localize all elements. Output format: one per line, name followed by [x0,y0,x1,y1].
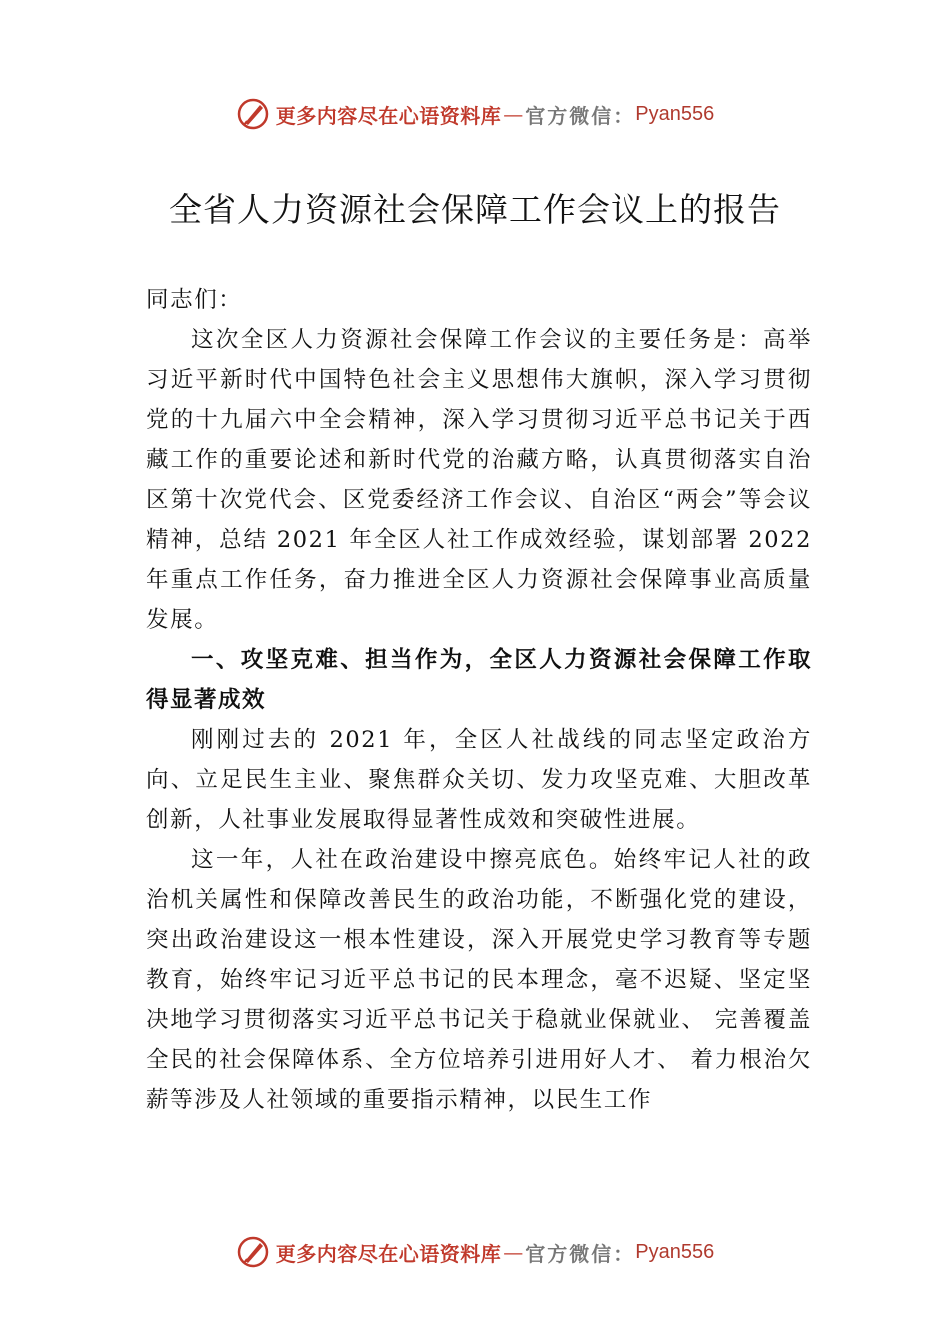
banner-wechat-label: 官方微信： [525,1241,636,1266]
header-banner [0,94,950,134]
section-heading: 一、攻坚克难、担当作为，全区人力资源社会保障工作取得显著成效 [146,647,812,713]
banner-dash: — [503,102,524,126]
document-body [146,280,812,1120]
banner-dash: — [503,1240,524,1264]
paragraph-intro: 这次全区人力资源社会保障工作会议的主要任务是：高举习近平新时代中国特色社会主义思想伟大旗帜，深入学习贯彻党的十九届六中全会精神，深入学习贯彻习近平总书记关于西藏工作的重要论述和新时代党的治藏方略，认真贯彻落实自治区第十次党代会、区党委经济工作会议、自治区“两会”等会议精神，总结 2021 年全区人社工作成效经验，谋划部署 2022 年重点工作任务，奋力推进全区人力资源社会保障事业高质量发展。 [146,327,812,633]
salutation: 同志们： [146,287,243,313]
banner-site-text: 更多内容尽在心语资料库 [275,1241,502,1266]
quill-logo-icon [236,97,270,131]
document-title: 全省人力资源社会保障工作会议上的报告 [169,190,781,229]
banner-wechat-label: 官方微信： [525,103,636,128]
paragraph-review: 刚刚过去的 2021 年，全区人社战线的同志坚定政治方向、立足民生主业、聚焦群众关切、发力攻坚克难、大胆改革创新，人社事业发展取得显著性成效和突破性进展。 [146,727,813,833]
paragraph-political: 这一年，人社在政治建设中擦亮底色。始终牢记人社的政治机关属性和保障改善民生的政治功能，不断强化党的建设，突出政治建设这一根本性建设，深入开展党史学习教育等专题教育，始终牢记习近平总书记的民本理念，毫不迟疑、坚定坚决地学习贯彻落实习近平总书记关于稳就业保就业、 完善覆盖全民的社会保障体系、全方位培养引进用好人才、 着力根治欠薪等涉及人社领域的重要指示精神，以民生工作 [146,847,812,1113]
footer-banner [0,1232,950,1272]
quill-logo-icon [236,1235,270,1269]
banner-site-text: 更多内容尽在心语资料库 [275,103,502,128]
banner-wechat-id: Pyan556 [635,1240,715,1263]
banner-wechat-id: Pyan556 [635,102,715,125]
